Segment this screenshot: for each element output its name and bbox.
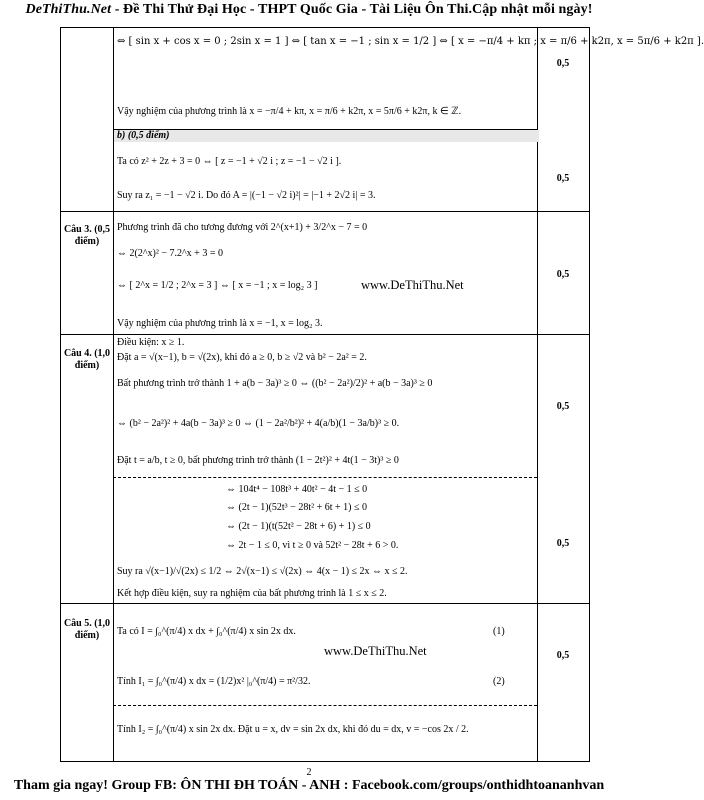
q2a-line1: ⇔ [ sin x + cos x = 0 ; 2sin x = 1 ] ⇔ [ tan x = −1 ; sin x = 1/2 ] ⇔ [ x = −π/4 + kπ ; x = π/6 + k2π, x = 5π/6 + k2π ]. — [117, 36, 704, 47]
q5-line2: Tính I₁ = ∫₀^(π/4) x dx = (1/2)x² |₀^(π/4) = π²/32. — [117, 676, 311, 687]
q3-label: Câu 3. (0,5 điểm) — [63, 224, 111, 247]
divider-q5 — [61, 603, 589, 604]
q5-tag1: (1) — [493, 626, 505, 637]
q5-score: 0,5 — [556, 650, 570, 661]
q4-label: Câu 4. (1,0 điểm) — [63, 348, 111, 371]
q2a-line2: Vậy nghiệm của phương trình là x = −π/4 + kπ, x = π/6 + k2π, x = 5π/6 + k2π, k ∈ ℤ. — [117, 106, 462, 117]
page-footer: Tham gia ngay! Group FB: ÔN THI ĐH TOÁN - ANH : Facebook.com/groups/onthidhtoananhvan — [13, 778, 605, 793]
q2b-line2: Suy ra z₁ = −1 − √2 i. Do đó A = |(−1 − √2 i)²| = |−1 + 2√2 i| = 3. — [117, 190, 376, 201]
q5-line1: Ta có I = ∫₀^(π/4) x dx + ∫₀^(π/4) x sin 2x dx. — [117, 626, 296, 637]
q3-watermark: www.DeThiThu.Net — [361, 278, 464, 292]
q4-line5: Đặt t = a/b, t ≥ 0, bất phương trình trở thành (1 − 2t²)² + 4t(1 − 3t)³ ≥ 0 — [117, 455, 399, 466]
q2a-score: 0,5 — [556, 58, 570, 69]
q4-line6: ⇔ 104t⁴ − 108t³ + 40t² − 4t − 1 ≤ 0 — [226, 484, 368, 495]
q4-line2: Đặt a = √(x−1), b = √(2x), khi đó a ≥ 0, b ≥ √2 và b² − 2a² = 2. — [117, 352, 367, 363]
q5-line3: Tính I₂ = ∫₀^(π/4) x sin 2x dx. Đặt u = x, dv = sin 2x dx, khi đó du = dx, v = −cos 2x / 2. — [117, 724, 469, 735]
q4-line7: ⇔ (2t − 1)(52t³ − 28t² + 6t + 1) ≤ 0 — [226, 502, 367, 513]
divider-q4 — [61, 334, 589, 335]
q3-line3: ⇔ [ 2^x = 1/2 ; 2^x = 3 ] ⇔ [ x = −1 ; x = log₂ 3 ] — [117, 280, 318, 291]
q4-line3: Bất phương trình trở thành 1 + a(b − 3a)³ ≥ 0 ⇔ ((b² − 2a²)/2)² + a(b − 3a)³ ≥ 0 — [117, 378, 433, 389]
q5-tag2: (2) — [493, 676, 505, 687]
header-tagline: - Đề Thi Thử Đại Học - THPT Quốc Gia - Tài Liệu Ôn Thi.Cập nhật mỗi ngày! — [111, 2, 593, 17]
q3-line1: Phương trình đã cho tương đương với 2^(x+1) + 3/2^x − 7 = 0 — [117, 222, 368, 233]
q4-score-1: 0,5 — [556, 401, 570, 412]
q2b-title: b) (0,5 điểm) — [114, 130, 539, 142]
q3-line2: ⇔ 2(2^x)² − 7.2^x + 3 = 0 — [117, 248, 223, 259]
solution-table — [60, 27, 704, 762]
q4-line1: Điều kiện: x ≥ 1. — [117, 337, 185, 348]
q4-line8: ⇔ (2t − 1)(t(52t² − 28t + 6) + 1) ≤ 0 — [226, 521, 371, 532]
q5-label: Câu 5. (1,0 điểm) — [63, 618, 111, 641]
q3-line4: Vậy nghiệm của phương trình là x = −1, x = log₂ 3. — [117, 318, 323, 329]
q5-watermark: www.DeThiThu.Net — [324, 644, 427, 658]
divider-q5-dashed — [113, 705, 537, 706]
q4-line10: Suy ra √(x−1)/√(2x) ≤ 1/2 ⇔ 2√(x−1) ≤ √(2x) ⇔ 4(x − 1) ≤ 2x ⇔ x ≤ 2. — [117, 566, 408, 577]
q3-score: 0,5 — [556, 269, 570, 280]
q4-line11: Kết hợp điều kiện, suy ra nghiệm của bất phương trình là 1 ≤ x ≤ 2. — [117, 588, 387, 599]
divider-q4-dashed — [113, 477, 537, 478]
page-number: 2 — [306, 767, 312, 778]
header-site: DeThiThu.Net — [25, 2, 112, 17]
q2b-score: 0,5 — [556, 173, 570, 184]
q4-score-2: 0,5 — [556, 538, 570, 549]
divider-q3 — [61, 211, 589, 212]
q2b-line1: Ta có z² + 2z + 3 = 0 ⇔ [ z = −1 + √2 i ; z = −1 − √2 i ]. — [117, 156, 342, 167]
q4-line9: ⇔ 2t − 1 ≤ 0, vì t ≥ 0 và 52t² − 28t + 6 > 0. — [226, 540, 399, 551]
q4-line4: ⇔ (b² − 2a²)² + 4a(b − 3a)³ ≥ 0 ⇔ (1 − 2a²/b²)² + 4(a/b)(1 − 3a/b)³ ≥ 0. — [117, 418, 400, 429]
page-header — [0, 2, 618, 18]
